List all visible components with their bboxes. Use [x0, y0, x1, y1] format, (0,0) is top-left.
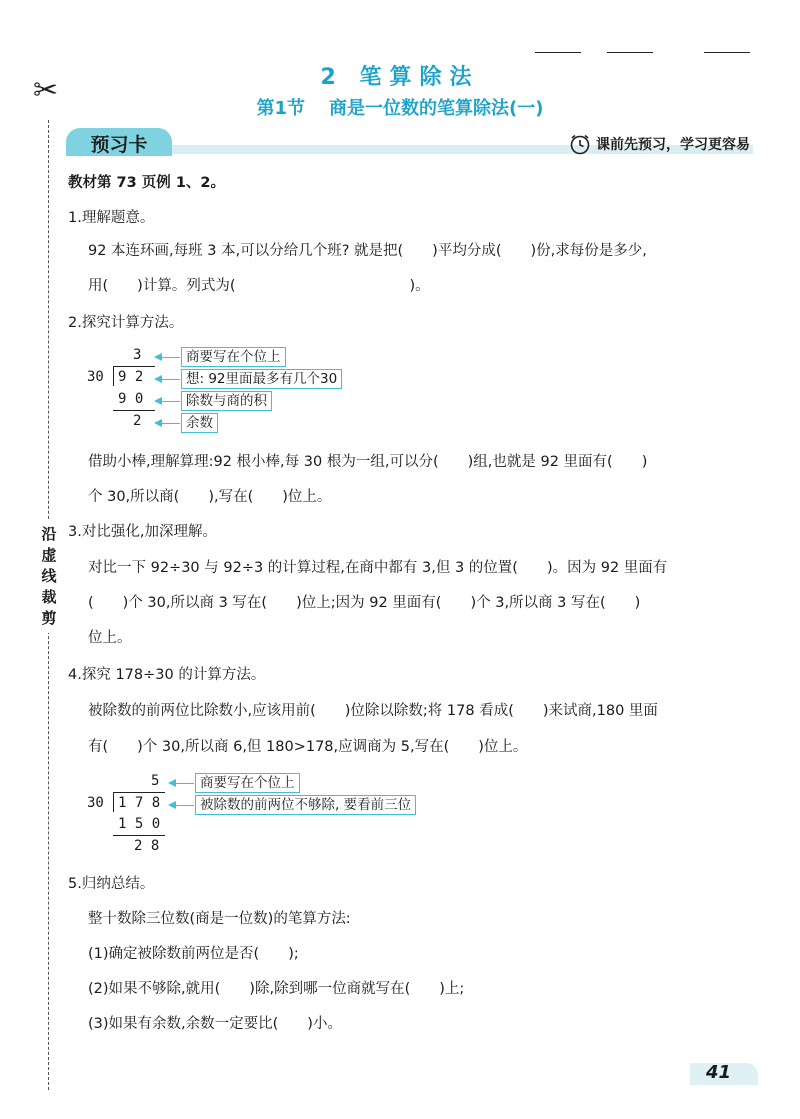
- q5-title: 5.归纳总结。: [68, 876, 155, 892]
- calc2-note-2: 被除数的前两位不够除, 要看前三位: [195, 795, 416, 815]
- header-blank-3: [704, 52, 750, 53]
- tip: [568, 133, 750, 155]
- calc1-underline: [113, 410, 155, 411]
- q3-line1: 对比一下 92÷30 与 92÷3 的计算过程,在商中都有 3,但 3 的位置( )。因为 92 里面有: [88, 560, 668, 576]
- q4-line2: 有( )个 30,所以商 6,但 180>178,应调商为 5,写在( )位上。: [88, 739, 528, 755]
- q3-line2: ( )个 30,所以商 3 写在( )位上;因为 92 里面有( )个 3,所以商 3 写在( ): [88, 595, 641, 611]
- textbook-ref: 教材第 73 页例 1、2。: [68, 175, 226, 191]
- calc1-remainder: 2: [133, 413, 142, 429]
- q5-line3: (2)如果不够除,就用( )除,除到哪一位商就写在( )上;: [88, 981, 465, 997]
- q5-line2: (1)确定被除数前两位是否( );: [88, 946, 299, 962]
- q5-line4: (3)如果有余数,余数一定要比( )小。: [88, 1016, 342, 1032]
- calc2-remainder: 2 8: [134, 838, 160, 854]
- calc2-quotient: 5: [151, 773, 160, 789]
- calc1-bracket-top: [113, 366, 155, 367]
- calc1-bracket-side: [113, 366, 114, 386]
- calc2-note-1: 商要写在个位上: [195, 773, 300, 793]
- section-title: [0, 94, 800, 120]
- q3-title: 3.对比强化,加深理解。: [68, 524, 217, 540]
- q5-line1: 整十数除三位数(商是一位数)的笔算方法:: [88, 911, 351, 927]
- calc2-dividend: 1 7 8: [118, 795, 161, 811]
- calc1-divisor: 30: [87, 369, 104, 385]
- page-number-tab: [690, 1063, 758, 1085]
- arrow-icon: [156, 401, 180, 402]
- q1-line1: 92 本连环画,每班 3 本,可以分给几个班? 就是把( )平均分成( )份,求每份是多少,: [88, 243, 647, 259]
- calc1-note-4: 余数: [181, 413, 218, 433]
- calc1-quotient: 3: [133, 347, 142, 363]
- q2-line1: 借助小棒,理解算理:92 根小棒,每 30 根为一组,可以分( )组,也就是 92 里面有( ): [88, 454, 648, 470]
- arrow-icon: [170, 783, 194, 784]
- calc1-note-3: 除数与商的积: [181, 391, 272, 411]
- section-name: 商是一位数的笔算除法(一): [329, 98, 544, 119]
- calc2-underline: [113, 835, 165, 836]
- section-number: 第1节: [256, 98, 306, 119]
- q1-line2: 用( )计算。列式为( )。: [88, 278, 430, 294]
- cut-label: 沿 虚 线 裁 剪: [36, 520, 62, 633]
- arrow-icon: [156, 379, 180, 380]
- calc2-bracket-top: [113, 792, 165, 793]
- arrow-icon: [156, 423, 180, 424]
- header-blank-2: [607, 52, 653, 53]
- calc2-bracket-side: [113, 792, 114, 812]
- calc2-divisor: 30: [87, 795, 104, 811]
- q1-title: 1.理解题意。: [68, 210, 155, 226]
- calc1-product: 9 0: [118, 391, 144, 407]
- tab-label: 预习卡: [90, 134, 148, 156]
- calc1-note-1: 商要写在个位上: [181, 347, 286, 367]
- q4-line1: 被除数的前两位比除数小,应该用前( )位除以除数;将 178 看成( )来试商,180 里面: [88, 703, 658, 719]
- chapter-title: 2 笔算除法: [320, 65, 480, 90]
- page-number: 41: [706, 1062, 732, 1083]
- header-blank-1: [535, 52, 581, 53]
- q2-line2: 个 30,所以商( ),写在( )位上。: [88, 489, 332, 505]
- q2-title: 2.探究计算方法。: [68, 315, 184, 331]
- q3-line3: 位上。: [88, 630, 132, 646]
- arrow-icon: [156, 357, 180, 358]
- clock-icon: [568, 133, 592, 155]
- q4-title: 4.探究 178÷30 的计算方法。: [68, 667, 266, 683]
- calc1-note-2: 想: 92里面最多有几个30: [181, 369, 342, 389]
- calc2-product: 1 5 0: [118, 816, 161, 832]
- scissors-icon: ✂: [33, 73, 59, 108]
- calc1-dividend: 9 2: [118, 369, 144, 385]
- tip-text: 课前先预习，学习更容易: [596, 137, 750, 153]
- arrow-icon: [170, 805, 194, 806]
